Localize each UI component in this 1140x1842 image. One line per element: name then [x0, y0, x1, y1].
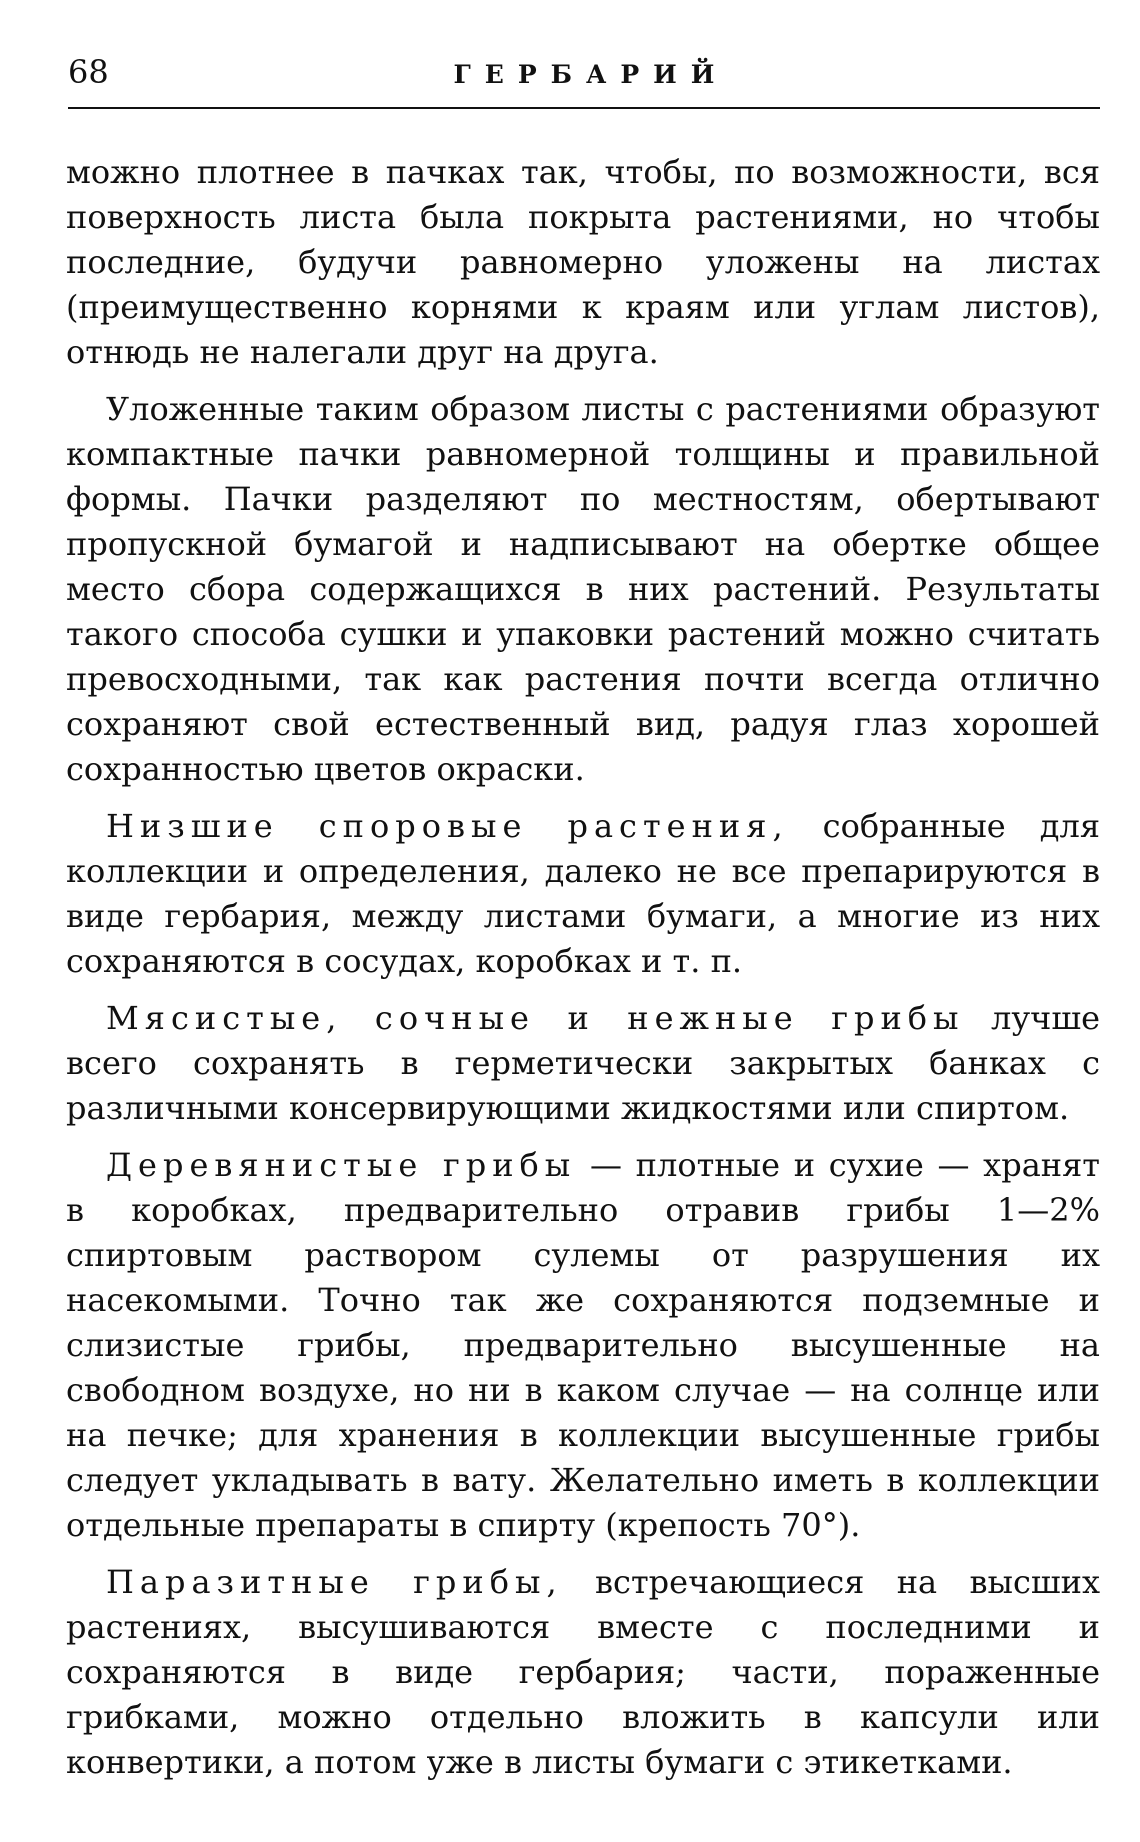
- paragraph-1: [66, 150, 1100, 375]
- paragraph-text: встречающиеся на высших растениях, высушиваются вместе с последними и сохраняются в виде гербария; части, пораженные грибками, можно отдельно вложить в капсули или конвертики, а потом уже в листы бумаги с этикетками.: [66, 1563, 1101, 1781]
- paragraph-4: [66, 996, 1100, 1131]
- page-body: [66, 150, 1100, 1797]
- paragraph-text: лучше всего сохранять в герметически закрытых банках с различными консервирующими жидкостями или спиртом.: [66, 999, 1101, 1127]
- paragraph-2: [66, 387, 1100, 792]
- paragraph-6: [66, 1560, 1100, 1785]
- paragraph-lead: Паразитные грибы,: [106, 1563, 563, 1601]
- paragraph-lead: Мясистые, сочные и нежные грибы: [106, 999, 965, 1037]
- paragraph-text: можно плотнее в пачках так, чтобы, по возможности, вся поверхность листа была покрыта растениями, но чтобы последние, будучи равномерно уложены на листах (преимущественно корнями к краям или углам листов), отнюдь не налегали друг на друга.: [66, 153, 1100, 371]
- header-divider: [68, 107, 1100, 109]
- paragraph-lead: Деревянистые грибы: [106, 1146, 577, 1184]
- page-number: 68: [68, 53, 109, 91]
- page-header: [68, 52, 1100, 112]
- running-title: ГЕРБАРИЙ: [453, 60, 729, 89]
- paragraph-text: — плотные и сухие — хранят в коробках, предварительно отравив грибы 1—2% спиртовым раствором сулемы от разрушения их насекомыми. Точно так же сохраняются подземные и слизистые грибы, предварительно высушенные на свободном воздухе, но ни в каком случае — на солнце или на печке; для хранения в коллекции высушенные грибы следует укладывать в вату. Желательно иметь в коллекции отдельные препараты в спирту (крепость 70°).: [66, 1146, 1101, 1544]
- paragraph-text: собранные для коллекции и определения, далеко не все препарируются в виде гербария, между листами бумаги, а многие из них сохраняются в сосудах, коробках и т. п.: [66, 807, 1101, 980]
- paragraph-text: Уложенные таким образом листы с растениями образуют компактные пачки равномерной толщины и правильной формы. Пачки разделяют по местностям, обертывают пропускной бумагой и надписывают на обертке общее место сбора содержащихся в них растений. Результаты такого способа сушки и упаковки растений можно считать превосходными, так как растения почти всегда отлично сохраняют свой естественный вид, радуя глаз хорошей сохранностью цветов окраски.: [66, 390, 1100, 788]
- paragraph-lead: Низшие споровые растения,: [106, 807, 789, 845]
- paragraph-3: [66, 804, 1100, 984]
- paragraph-5: [66, 1143, 1100, 1548]
